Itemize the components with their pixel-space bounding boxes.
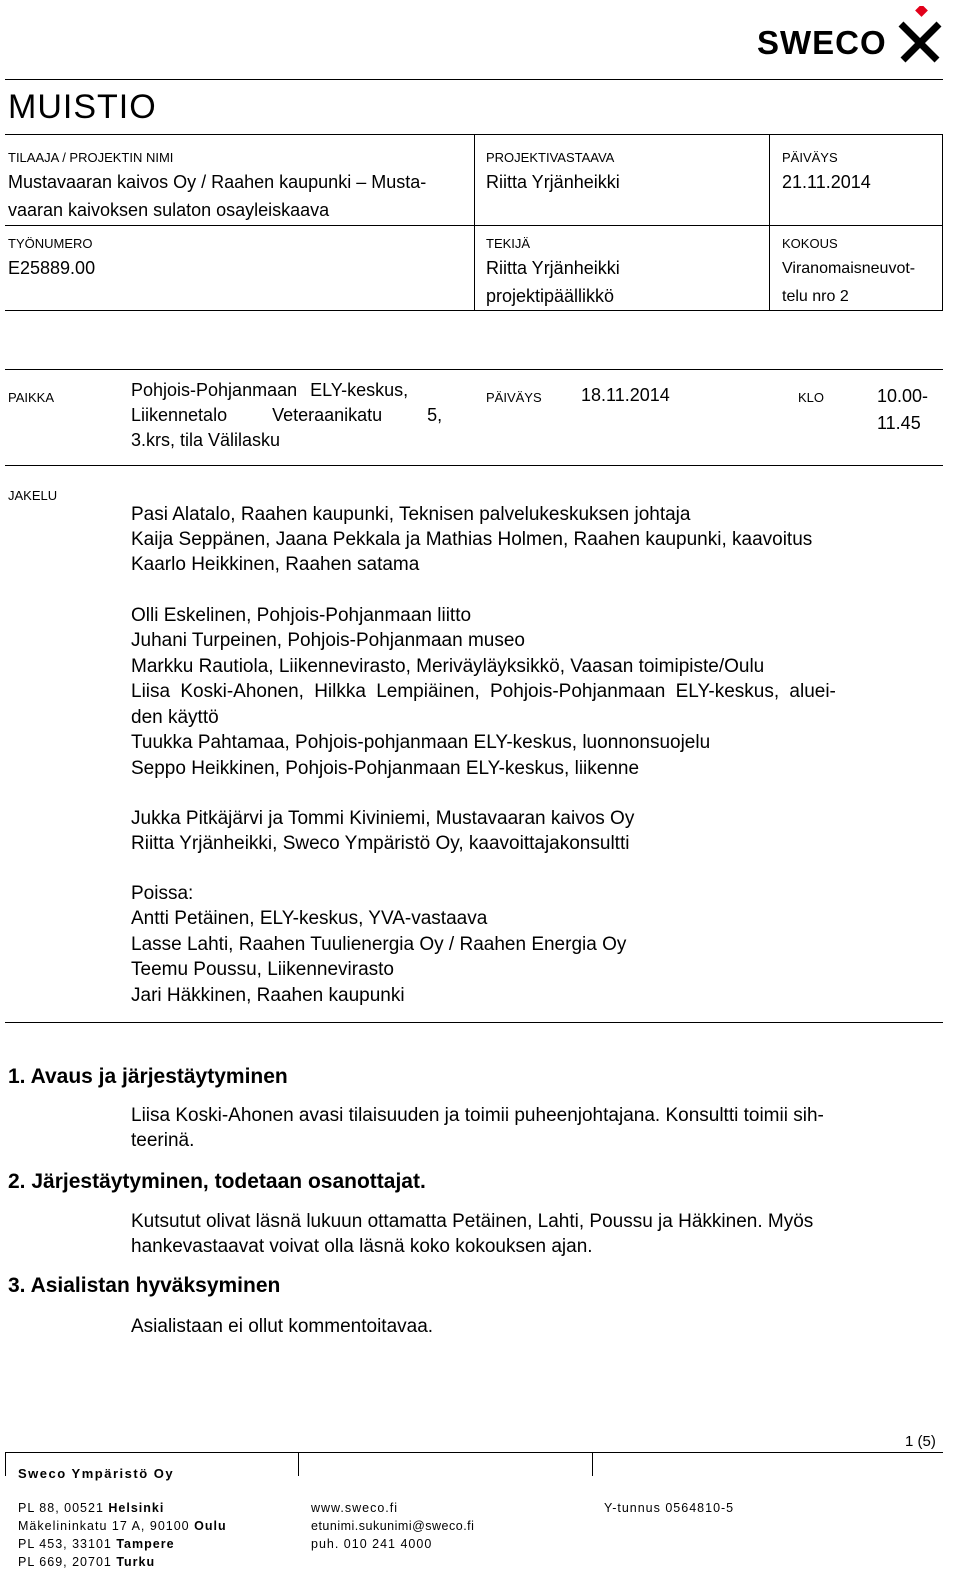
distribution-bottom-rule bbox=[5, 1022, 943, 1023]
footer-tick-2 bbox=[298, 1452, 299, 1476]
footer-business-id: Y-tunnus 0564810-5 bbox=[604, 1501, 735, 1515]
absent-line: Teemu Poussu, Liikennevirasto bbox=[131, 959, 394, 980]
time-line-2: 11.45 bbox=[877, 413, 921, 433]
section-heading: 3. Asialistan hyväksyminen bbox=[8, 1274, 281, 1297]
date-value: 21.11.2014 bbox=[782, 172, 871, 192]
header-rule bbox=[5, 79, 943, 80]
pm-label: PROJEKTIVASTAAVA bbox=[486, 150, 615, 165]
distribution-line: Seppo Heikkinen, Pohjois-Pohjanmaan ELY-keskus, liikenne bbox=[131, 758, 640, 779]
footer-web-link[interactable]: www.sweco.fi bbox=[311, 1501, 399, 1515]
footer-city: Oulu bbox=[194, 1519, 227, 1533]
header-divider-right bbox=[942, 134, 943, 310]
pm-value: Riitta Yrjänheikki bbox=[486, 172, 620, 192]
meeting-bottom-rule bbox=[5, 465, 943, 466]
work-number-label: TYÖNUMERO bbox=[8, 236, 93, 251]
author-label: TEKIJÄ bbox=[486, 236, 531, 251]
meeting-top-rule bbox=[5, 369, 943, 370]
footer-email-link[interactable]: etunimi.sukunimi@sweco.fi bbox=[311, 1519, 475, 1533]
footer-rule bbox=[5, 1452, 943, 1453]
footer-company: Sweco Ympäristö Oy bbox=[18, 1466, 175, 1481]
distribution-line: Jukka Pitkäjärvi ja Tommi Kiviniemi, Mustavaaran kaivos Oy bbox=[131, 808, 635, 829]
date-label: PÄIVÄYS bbox=[782, 150, 838, 165]
client-line-1: Mustavaaran kaivos Oy / Raahen kaupunki – Musta- bbox=[8, 172, 427, 192]
footer-address: PL 669, 20701 Turku bbox=[18, 1555, 156, 1569]
meeting-line-2: telu nro 2 bbox=[782, 288, 849, 305]
absent-line: Antti Petäinen, ELY-keskus, YVA-vastaava bbox=[131, 908, 488, 929]
doc-title: MUISTIO bbox=[8, 88, 157, 126]
footer-address: PL 453, 33101 Tampere bbox=[18, 1537, 175, 1551]
distribution-line: Markku Rautiola, Liikennevirasto, Meriväyläyksikkö, Vaasan toimipiste/Oulu bbox=[131, 656, 765, 677]
time-line-1: 10.00- bbox=[877, 386, 929, 406]
place-line-3: 3.krs, tila Välilasku bbox=[131, 430, 281, 450]
place-line-1: Pohjois-Pohjanmaan ELY-keskus, bbox=[131, 380, 409, 400]
section-text: Liisa Koski-Ahonen avasi tilaisuuden ja toimii puheenjohtajana. Konsultti toimii sih- bbox=[131, 1105, 824, 1126]
section-heading: 2. Järjestäytyminen, todetaan osanottajat. bbox=[8, 1170, 426, 1193]
distribution-line: Juhani Turpeinen, Pohjois-Pohjanmaan museo bbox=[131, 630, 525, 651]
footer-address: PL 88, 00521 Helsinki bbox=[18, 1501, 165, 1515]
sweco-logo-icon bbox=[895, 6, 945, 64]
place-label: PAIKKA bbox=[8, 390, 55, 405]
place-line-2: Liikennetalo Veteraanikatu 5, bbox=[131, 405, 443, 425]
distribution-line: Kaarlo Heikkinen, Raahen satama bbox=[131, 554, 420, 575]
meeting-date-label: PÄIVÄYS bbox=[486, 390, 542, 405]
footer-city: Tampere bbox=[116, 1537, 175, 1551]
distribution-label: JAKELU bbox=[8, 488, 58, 503]
footer-city: Helsinki bbox=[108, 1501, 165, 1515]
distribution-line: Olli Eskelinen, Pohjois-Pohjanmaan liitto bbox=[131, 605, 472, 626]
distribution-line: Kaija Seppänen, Jaana Pekkala ja Mathias Holmen, Raahen kaupunki, kaavoitus bbox=[131, 529, 813, 550]
section-text: Asialistaan ei ollut kommentoitavaa. bbox=[131, 1316, 434, 1337]
author-name: Riitta Yrjänheikki bbox=[486, 258, 620, 278]
client-label: TILAAJA / PROJEKTIN NIMI bbox=[8, 150, 174, 165]
distribution-line: Tuukka Pahtamaa, Pohjois-pohjanmaan ELY-keskus, luonnonsuojelu bbox=[131, 732, 711, 753]
distribution-line: Liisa Koski-Ahonen, Hilkka Lempiäinen, Pohjois-Pohjanmaan ELY-keskus, aluei- bbox=[131, 681, 836, 702]
distribution-line: Pasi Alatalo, Raahen kaupunki, Teknisen palvelukeskuksen johtaja bbox=[131, 504, 691, 525]
footer-city: Turku bbox=[116, 1555, 156, 1569]
footer-tick-1 bbox=[5, 1452, 6, 1476]
absent-line: Jari Häkkinen, Raahen kaupunki bbox=[131, 985, 405, 1006]
distribution-line: den käyttö bbox=[131, 707, 219, 728]
section-text: Kutsutut olivat läsnä lukuun ottamatta Petäinen, Lahti, Poussu ja Häkkinen. Myös bbox=[131, 1211, 814, 1232]
absent-label: Poissa: bbox=[131, 883, 194, 904]
section-text: teerinä. bbox=[131, 1130, 195, 1151]
meeting-date-value: 18.11.2014 bbox=[581, 385, 670, 405]
footer-phone: puh. 010 241 4000 bbox=[311, 1537, 433, 1551]
header-divider-1 bbox=[474, 134, 475, 310]
section-heading: 1. Avaus ja järjestäytyminen bbox=[8, 1065, 288, 1088]
page-number: 1 (5) bbox=[905, 1433, 936, 1450]
meeting-line-1: Viranomaisneuvot- bbox=[782, 260, 916, 277]
footer-tick-3 bbox=[592, 1452, 593, 1476]
section-text: hankevastaavat voivat olla läsnä koko kokouksen ajan. bbox=[131, 1236, 593, 1257]
distribution-line: Riitta Yrjänheikki, Sweco Ympäristö Oy, kaavoittajakonsultti bbox=[131, 833, 630, 854]
footer-address: Mäkelininkatu 17 A, 90100 Oulu bbox=[18, 1519, 227, 1533]
client-line-2: vaaran kaivoksen sulaton osayleiskaava bbox=[8, 200, 330, 220]
work-number-value: E25889.00 bbox=[8, 258, 96, 278]
sweco-logo-text: SWECO bbox=[757, 24, 887, 61]
header-bottom-rule bbox=[5, 310, 943, 311]
header-divider-2 bbox=[769, 134, 770, 310]
time-label: KLO bbox=[798, 390, 825, 405]
meeting-label: KOKOUS bbox=[782, 236, 838, 251]
absent-line: Lasse Lahti, Raahen Tuulienergia Oy / Raahen Energia Oy bbox=[131, 934, 627, 955]
author-role: projektipäällikkö bbox=[486, 286, 615, 306]
